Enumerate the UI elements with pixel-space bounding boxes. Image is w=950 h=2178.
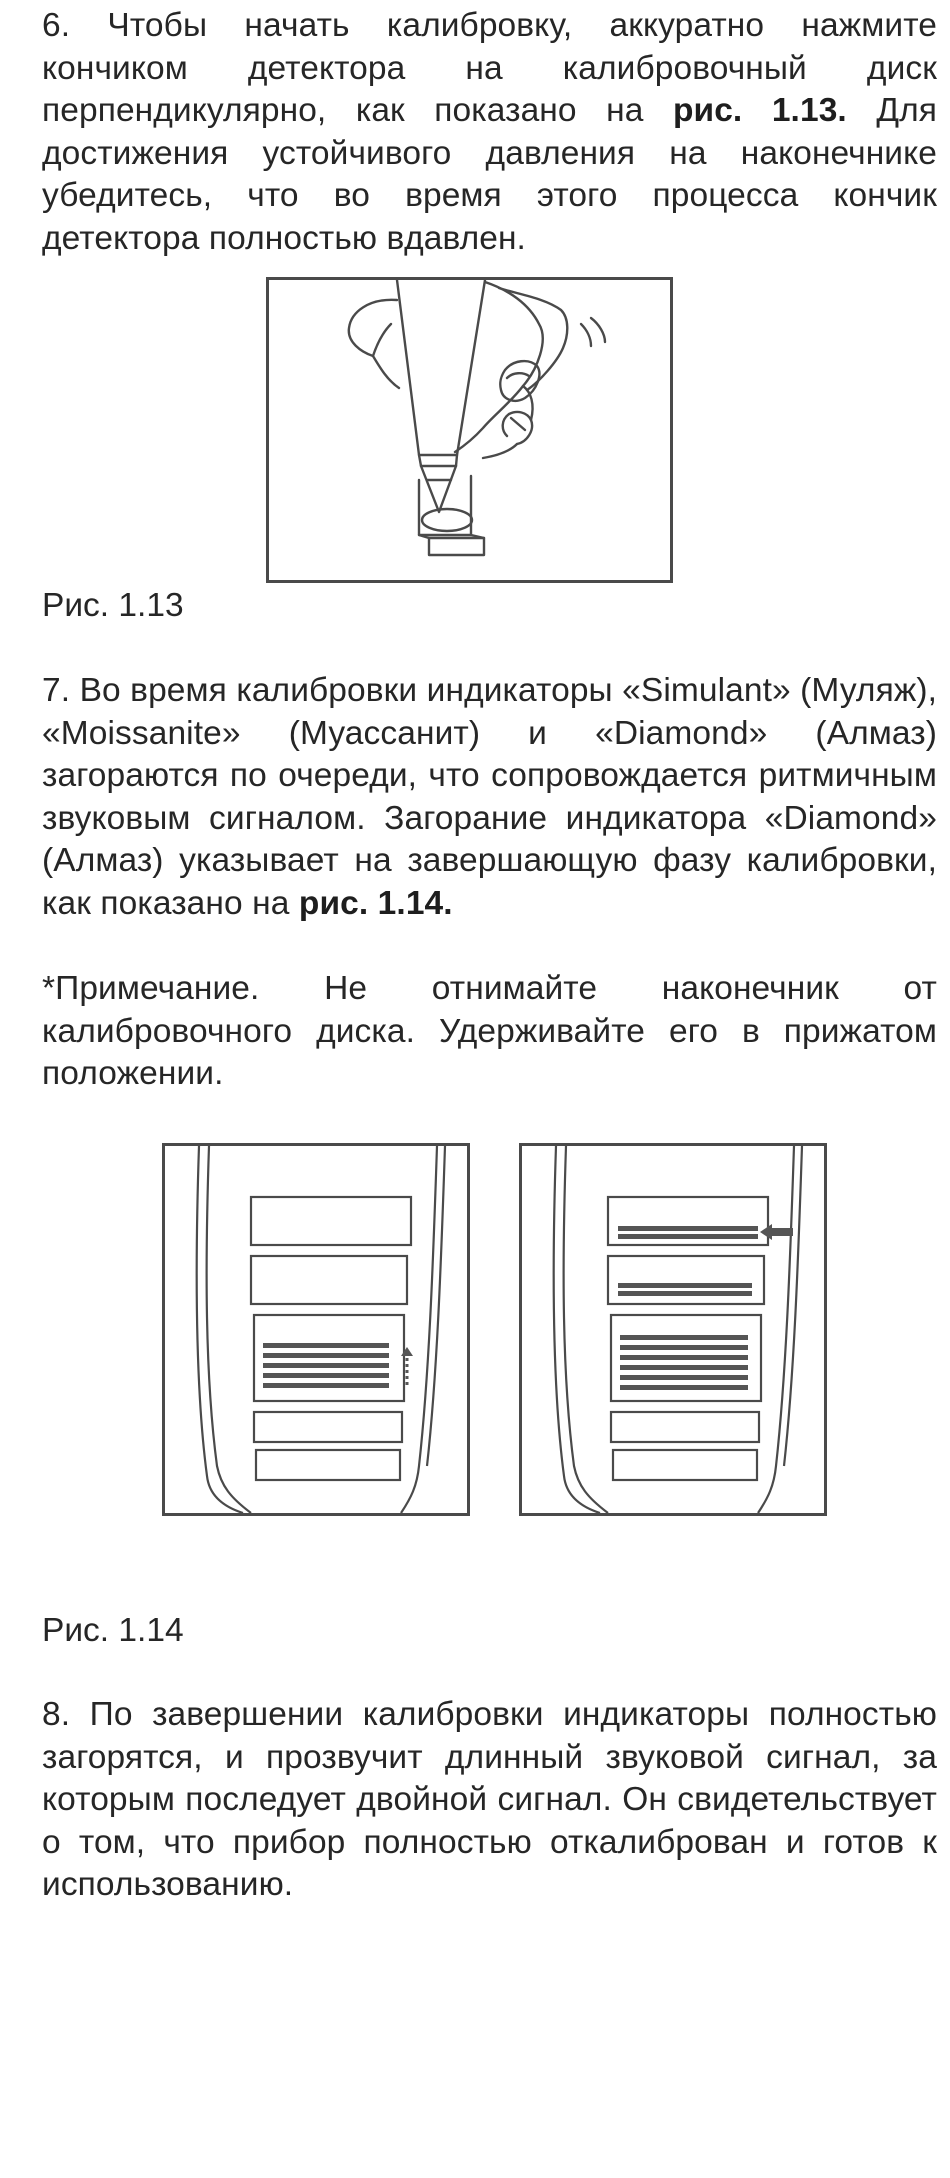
figure-1-14-reference: рис. 1.14. [298, 884, 453, 922]
step-6-text-end: Для достижения устойчивого давления на наконечнике убедитесь, что во время этого процесса кончик детектора полностью вдавлен. [42, 92, 937, 257]
hand-pressing-detector-tip-icon [269, 280, 670, 580]
step-6-paragraph [42, 5, 937, 261]
step-7-text: 7. Во время калибровки индикаторы «Simulant» (Муляж), «Moissanite» (Муассанит) и «Diamond» (Алмаз) загораются по очереди, что сопровождается ритмичным звуковым сигналом. Загорание индикатора «Diamond» (Алмаз) указывает на завершающую фазу калибровки, как показано на [42, 672, 937, 922]
indicator-panel-progress [162, 1143, 470, 1516]
diamond-indicator-bar [618, 1234, 758, 1239]
dotted-up-arrow-icon [401, 1347, 413, 1388]
note-paragraph: *Примечание. Не отнимайте наконечник от калибровочного диска. Удерживайте его в прижатом положении. [42, 970, 937, 1093]
figure-1-13 [266, 277, 673, 583]
figure-1-13-reference: рис. 1.13. [672, 92, 847, 130]
step-6-text: 6. Чтобы начать калибровку, аккуратно нажмите кончиком детектора на калибровочный диск перпендикулярно, как показано на [42, 7, 937, 130]
moissanite-indicator-bars [263, 1343, 389, 1388]
indicator-panel-diamond [519, 1143, 827, 1516]
indicator-bar [620, 1355, 748, 1360]
indicator-bar [620, 1345, 748, 1350]
figure-1-14-caption: Рис. 1.14 [42, 1612, 184, 1649]
figure-1-13-caption: Рис. 1.13 [42, 587, 184, 624]
indicator-bar [620, 1385, 748, 1390]
indicator-bar [618, 1291, 752, 1296]
indicator-bar [620, 1375, 748, 1380]
step-7-paragraph [42, 670, 937, 926]
indicator-bar [620, 1335, 748, 1340]
indicator-bar [620, 1365, 748, 1370]
diamond-indicator-bar [618, 1226, 758, 1231]
step-8-paragraph: 8. По завершении калибровки индикаторы полностью загорятся, и прозвучит длинный звуковой сигнал, за которым последует двойной сигнал. Он свидетельствует о том, что прибор полностью откалиброван и готов к использованию. [42, 1696, 937, 1904]
indicator-bar [618, 1283, 752, 1288]
left-arrow-icon [760, 1224, 793, 1240]
